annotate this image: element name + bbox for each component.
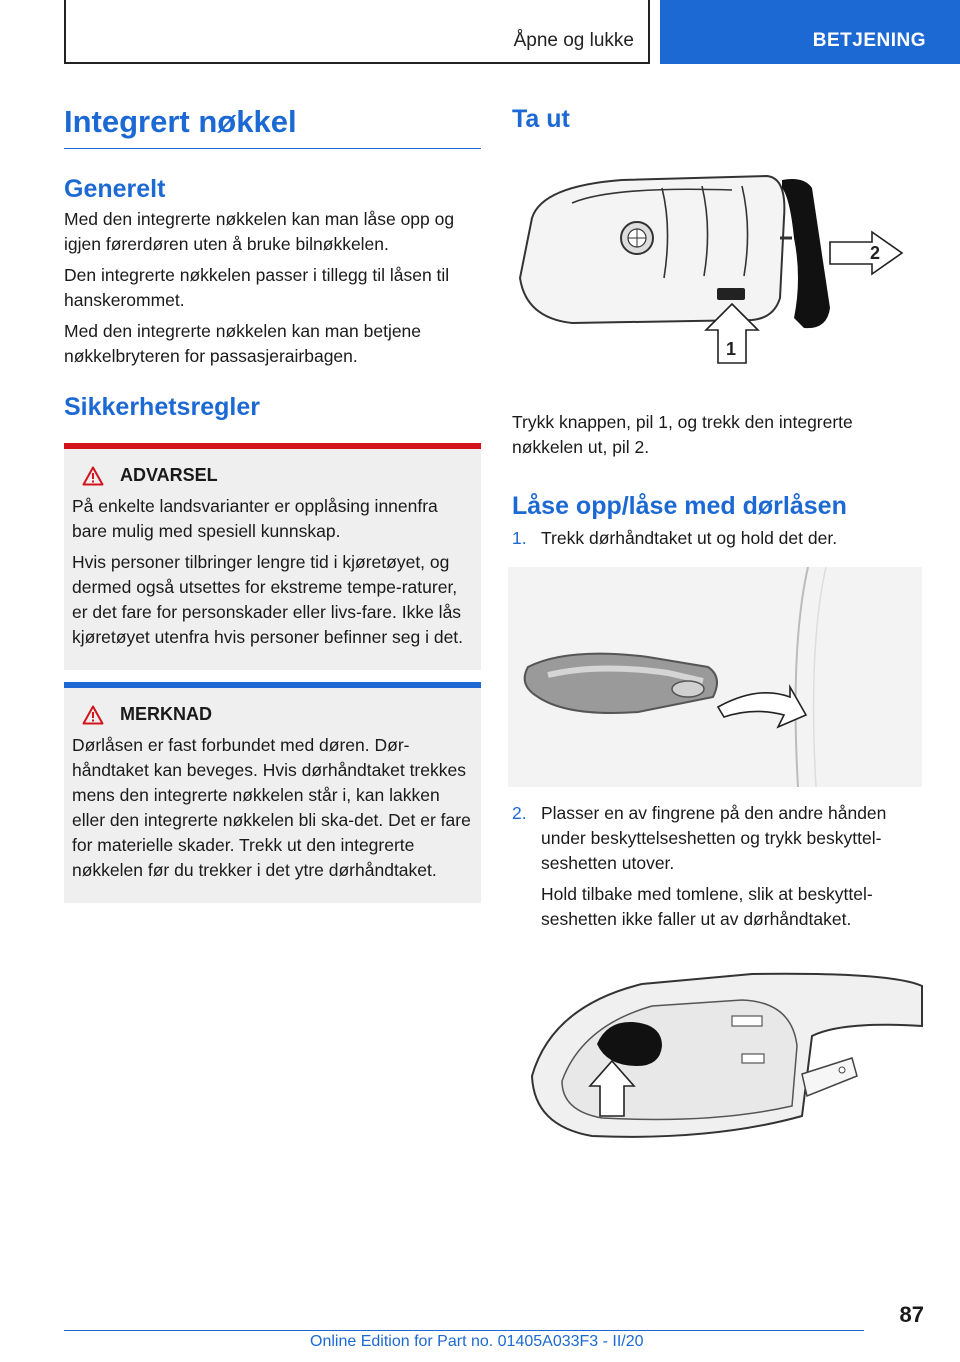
protective-cap-illustration xyxy=(512,966,924,1146)
figure-protective-cap xyxy=(512,966,924,1146)
general-paragraph-2: Den integrerte nøkkelen passer i tillegg til låsen til hanskerommet. xyxy=(64,265,450,310)
warning-paragraph-2: Hvis personer tilbringer lengre tid i kjøretøyet, og dermed også utsettes for ekstreme tempe-raturer, er det fare for personskader eller livs-fare. Ikke lås kjøretøyet utenfra hvis personer befinner seg i det. xyxy=(72,552,464,647)
header-section-title: Åpne og lukke xyxy=(513,30,634,51)
note-paragraph: Dørlåsen er fast forbundet med døren. Dør-håndtaket kan beveges. Hvis dørhåndtaket trekkes mens den integrerte nøkkelen står i, kan lakken eller den integrerte nøkkelen bli ska-det. Det er fare for materielle skader. Trekk ut den integrerte nøkkelen før du trekker i det ytre dørhåndtaket. xyxy=(72,735,471,880)
step-number: 2. xyxy=(512,803,527,823)
takeout-instruction: Trykk knappen, pil 1, og trekk den integrerte nøkkelen ut, pil 2. xyxy=(512,412,853,457)
section-heading-general: Generelt xyxy=(64,175,166,203)
header-chapter-label: BETJENING xyxy=(812,30,926,51)
footer-edition: Online Edition for Part no. 01405A033F3 - II/20 xyxy=(310,1333,644,1350)
list-item xyxy=(512,526,924,551)
note-label: MERKNAD xyxy=(120,704,212,724)
warning-paragraph-1: På enkelte landsvarianter er opplåsing innenfra bare mulig med spesiell kunnskap. xyxy=(72,496,438,541)
figure-door-handle xyxy=(508,567,922,787)
general-paragraph-1: Med den integrerte nøkkelen kan man låse opp og igjen førerdøren uten å bruke bilnøkkelen. xyxy=(64,209,455,254)
warning-triangle-icon xyxy=(82,466,104,486)
step-text: Trekk dørhåndtaket ut og hold det der. xyxy=(541,528,838,548)
section-heading-takeout: Ta ut xyxy=(512,105,570,133)
section-heading-lock: Låse opp/låse med dørlåsen xyxy=(512,492,847,520)
figure-label-1: 1 xyxy=(726,339,737,359)
figure-key-fob xyxy=(512,158,924,368)
general-paragraph-3: Med den integrerte nøkkelen kan man betjene nøkkelbryteren for passasjerairbagen. xyxy=(64,321,422,366)
door-handle-illustration xyxy=(508,567,922,787)
figure-label-2: 2 xyxy=(870,243,881,263)
warning-box xyxy=(64,443,481,670)
step-number: 1. xyxy=(512,528,527,548)
note-box xyxy=(64,682,481,903)
lock-steps-list-continued xyxy=(512,801,924,932)
lock-steps-list xyxy=(512,526,924,551)
warning-label: ADVARSEL xyxy=(120,465,218,485)
section-heading-safety: Sikkerhetsregler xyxy=(64,393,260,421)
page-number: 87 xyxy=(899,1302,924,1327)
step-text: Plasser en av fingrene på den andre hånden under beskyttelseshetten og trykk beskyttel-seshetten utover. xyxy=(541,803,887,873)
key-fob-illustration xyxy=(512,158,924,368)
step-text: Hold tilbake med tomlene, slik at beskyttel-seshetten ikke faller ut av dørhåndtaket. xyxy=(541,884,873,929)
warning-header xyxy=(82,465,473,486)
header-section-box xyxy=(64,0,650,64)
right-column xyxy=(512,102,924,1146)
note-header xyxy=(82,704,473,725)
footer-rule xyxy=(64,1330,864,1331)
warning-triangle-icon xyxy=(82,705,104,725)
header-chapter-tab xyxy=(660,0,960,64)
list-item xyxy=(512,801,924,932)
page-title: Integrert nøkkel xyxy=(64,102,481,149)
left-column xyxy=(64,102,481,903)
